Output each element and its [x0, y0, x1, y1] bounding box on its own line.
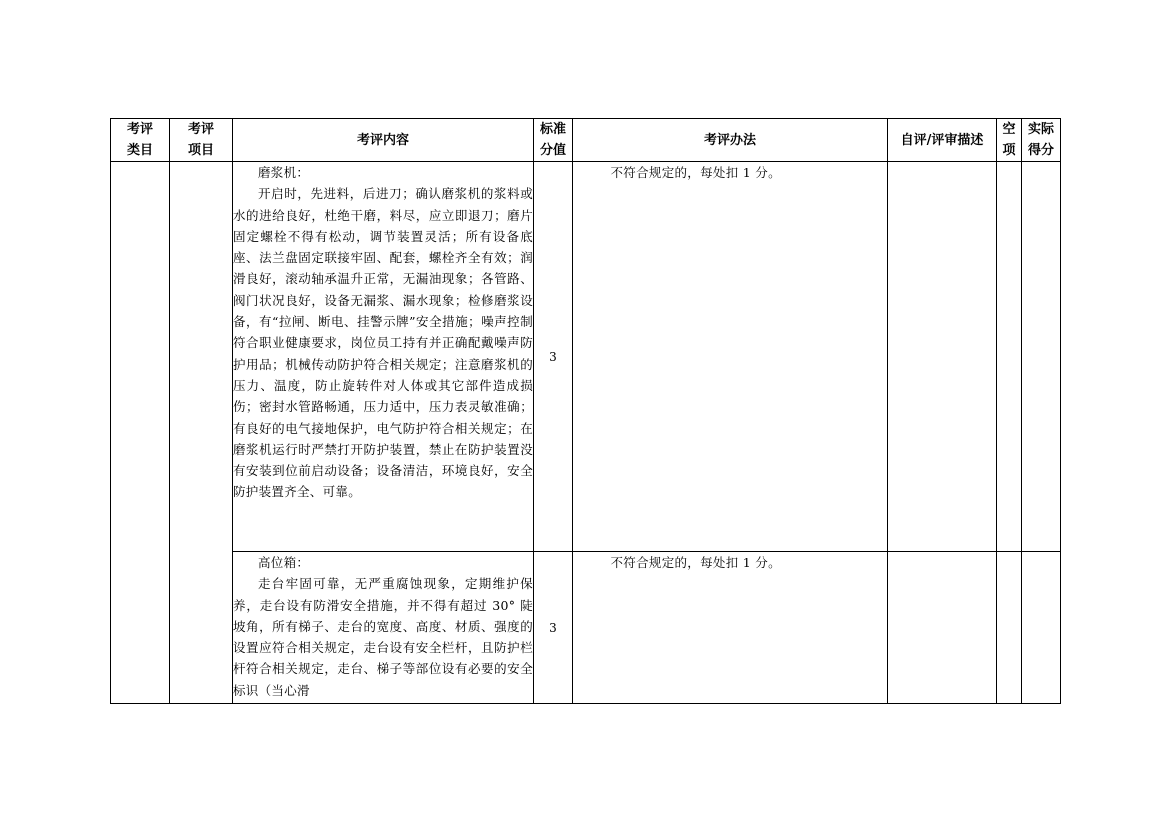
content-cell — [233, 162, 534, 552]
self-review-cell — [888, 162, 997, 552]
table-row — [111, 162, 1061, 552]
score-cell: 3 — [534, 552, 573, 704]
evaluation-table — [110, 118, 1061, 704]
header-score: 标准 分值 — [534, 119, 573, 162]
content-title: 磨浆机： — [258, 165, 310, 180]
header-blank: 空 项 — [997, 119, 1022, 162]
actual-score-cell — [1022, 552, 1061, 704]
header-self-review: 自评/评审描述 — [888, 119, 997, 162]
blank-cell — [997, 552, 1022, 704]
method-cell: 不符合规定的，每处扣 1 分。 — [573, 162, 888, 552]
header-item: 考评 项目 — [170, 119, 233, 162]
header-actual-score: 实际 得分 — [1022, 119, 1061, 162]
content-body: 开启时，先进料，后进刀；确认磨浆机的浆料或水的进给良好，杜绝干磨，料尽，应立即退刀；磨片固定螺栓不得有松动，调节装置灵活；所有设备底座、法兰盘固定联接牢固、配套，螺栓齐全有效；润滑良好，滚动轴承温升正常，无漏油现象；各管路、阀门状况良好，设备无漏浆、漏水现象；检修磨浆设备，有“拉闸、断电、挂警示牌”安全措施；噪声控制符合职业健康要求，岗位员工持有并正确配戴噪声防护用品；机械传动防护符合相关规定；注意磨浆机的压力、温度，防止旋转件对人体或其它部件造成损伤；密封水管路畅通，压力适中，压力表灵敏准确；有良好的电气接地保护，电气防护符合相关规定；在磨浆机运行时严禁打开防护装置，禁止在防护装置没有安装到位前启动设备；设备清洁，环境良好，安全防护装置齐全、可靠。 — [233, 186, 533, 500]
header-method: 考评办法 — [573, 119, 888, 162]
score-cell: 3 — [534, 162, 573, 552]
content-cell — [233, 552, 534, 704]
header-content: 考评内容 — [233, 119, 534, 162]
header-row — [111, 119, 1061, 162]
actual-score-cell — [1022, 162, 1061, 552]
content-title: 高位箱： — [258, 555, 310, 570]
method-cell: 不符合规定的，每处扣 1 分。 — [573, 552, 888, 704]
table-row — [111, 552, 1061, 704]
content-body: 走台牢固可靠，无严重腐蚀现象，定期维护保养，走台设有防滑安全措施，并不得有超过 30° 陡坡角，所有梯子、走台的宽度、高度、材质、强度的设置应符合相关规定，走台设有安全栏杆，且防护栏杆符合相关规定，走台、梯子等部位设有必要的安全标识（当心滑 — [233, 576, 533, 698]
category-cell — [111, 162, 170, 704]
blank-cell — [997, 162, 1022, 552]
item-cell — [170, 162, 233, 704]
self-review-cell — [888, 552, 997, 704]
header-category: 考评 类目 — [111, 119, 170, 162]
